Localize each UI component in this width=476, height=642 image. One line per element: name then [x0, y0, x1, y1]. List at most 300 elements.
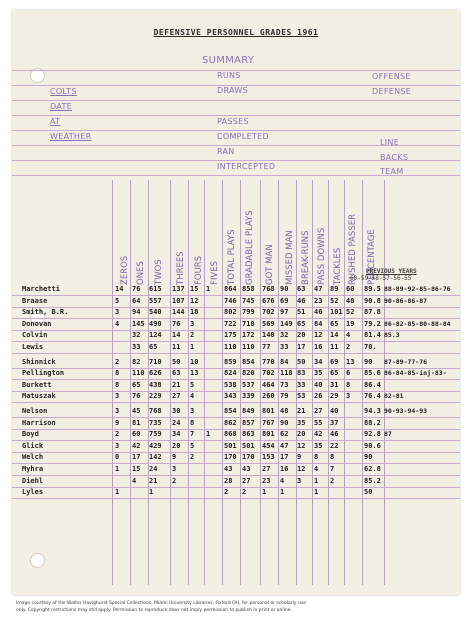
grade-cell: 343	[224, 392, 237, 401]
grade-cell: 5	[190, 441, 195, 450]
grade-cell: 23	[314, 296, 323, 305]
team-label: TEAM	[380, 167, 404, 176]
grade-cell: 3	[346, 392, 351, 401]
grade-cell: 33	[297, 380, 306, 389]
column-divider	[384, 180, 385, 585]
ran-label: RAN	[217, 147, 235, 156]
grade-cell: 32	[280, 331, 289, 340]
grade-cell: 4	[314, 465, 319, 473]
grade-cell: 799	[242, 308, 255, 317]
previous-years-cell: 88-89-92-85-86-76	[384, 285, 451, 293]
grade-cell: 15	[190, 285, 199, 293]
previous-years-cell: 85.3	[384, 331, 400, 340]
previous-years-cell: 87-89-77-76	[384, 357, 428, 366]
runs-label: RUNS	[217, 71, 241, 80]
grade-cell: 538	[224, 380, 237, 389]
grade-cell: 9	[172, 453, 177, 462]
percentage-cell: 50	[364, 488, 373, 497]
grade-cell: 702	[262, 308, 275, 317]
grade-cell: 2	[224, 488, 229, 497]
player-name: Nelson	[22, 407, 48, 415]
grade-cell: 107	[172, 296, 185, 305]
grade-cell: 73	[280, 380, 289, 389]
player-name: Lewis	[22, 343, 44, 351]
grade-cell: 17	[280, 453, 289, 462]
grade-cell: 801	[262, 407, 275, 415]
column-header-got-man: GOT MAN	[265, 244, 275, 285]
grade-cell: 770	[262, 357, 275, 366]
column-divider	[112, 180, 113, 585]
column-divider	[260, 180, 261, 585]
grade-cell: 12	[297, 441, 306, 450]
grade-cell: 50	[297, 357, 306, 366]
grade-cell: 89	[330, 285, 339, 293]
grade-cell: 33	[280, 343, 289, 351]
column-header-ones: ONES	[136, 261, 146, 285]
grade-cell: 12	[297, 465, 306, 473]
grade-cell: 30	[172, 407, 181, 415]
grade-cell: 33	[132, 343, 141, 351]
grade-cell: 11	[330, 343, 339, 351]
grade-cell: 65	[330, 319, 339, 328]
grade-cell: 557	[149, 296, 162, 305]
grade-cell: 718	[242, 319, 255, 328]
row-rule	[12, 353, 460, 354]
grade-cell: 63	[172, 369, 181, 378]
grade-cell: 79	[280, 392, 289, 401]
grade-cell: 51	[297, 308, 306, 317]
grade-cell: 1	[149, 488, 154, 497]
grade-cell: 8	[330, 453, 335, 462]
grade-cell: 110	[132, 369, 145, 378]
percentage-cell: 90.6	[364, 441, 381, 450]
previous-years-cell: 82-81	[384, 392, 404, 401]
grade-cell: 676	[262, 296, 275, 305]
grade-cell: 21	[172, 380, 181, 389]
player-name: Diehl	[22, 476, 44, 485]
grade-sheet	[12, 10, 460, 595]
grade-cell: 3	[172, 465, 177, 473]
grade-cell: 5	[115, 296, 120, 305]
grade-cell: 0	[115, 453, 120, 462]
grade-cell: 1	[262, 488, 267, 497]
grade-cell: 90	[280, 285, 289, 293]
percentage-cell: 76.4	[364, 392, 381, 401]
grade-cell: 170	[242, 453, 255, 462]
grade-cell: 29	[330, 392, 339, 401]
grade-cell: 76	[172, 319, 181, 328]
row-rule	[12, 475, 460, 476]
percentage-cell: 85.2	[364, 476, 381, 485]
grade-cell: 34	[314, 357, 323, 366]
grade-cell: 537	[242, 380, 255, 389]
column-divider	[170, 180, 171, 585]
previous-years-label: PREVIOUS YEARS	[366, 268, 417, 275]
grade-cell: 14	[115, 285, 124, 293]
grade-cell: 40	[330, 407, 339, 415]
grade-cell: 149	[280, 319, 293, 328]
player-name: Lyles	[22, 488, 44, 497]
grade-cell: 768	[149, 407, 162, 415]
at-label: AT	[50, 117, 61, 126]
grade-cell: 24	[149, 465, 158, 473]
date-label: DATE	[50, 102, 73, 111]
grade-cell: 4	[132, 476, 137, 485]
grade-cell: 14	[172, 331, 181, 340]
grade-cell: 16	[314, 343, 323, 351]
player-name: Boyd	[22, 430, 39, 439]
grade-cell: 27	[314, 407, 323, 415]
column-divider	[130, 180, 131, 585]
column-header-twos: TWOS	[154, 259, 164, 285]
grade-cell: 3	[190, 319, 195, 328]
grade-cell: 18	[190, 308, 199, 317]
grade-cell: 142	[149, 453, 162, 462]
grade-cell: 454	[262, 441, 275, 450]
grade-cell: 45	[132, 407, 141, 415]
grade-cell: 1	[115, 488, 120, 497]
percentage-cell: 94.3	[364, 407, 381, 415]
column-header-pass-downs: PASS DOWNS	[317, 227, 327, 285]
column-divider	[362, 180, 363, 585]
grade-cell: 6	[346, 369, 351, 378]
row-rule	[12, 498, 460, 499]
backs-label: BACKS	[380, 153, 409, 162]
completed-label: COMPLETED	[217, 132, 269, 141]
column-divider	[344, 180, 345, 585]
grade-cell: 48	[280, 407, 289, 415]
grade-cell: 46	[314, 308, 323, 317]
grade-cell: 3	[115, 308, 120, 317]
grade-cell: 21	[149, 476, 158, 485]
grade-cell: 8	[190, 418, 195, 427]
grade-cell: 83	[297, 369, 306, 378]
grade-cell: 849	[242, 407, 255, 415]
grade-cell: 62	[280, 430, 289, 439]
grade-cell: 42	[132, 441, 141, 450]
grade-cell: 14	[330, 331, 339, 340]
grade-cell: 501	[242, 441, 255, 450]
grade-cell: 48	[346, 296, 355, 305]
column-divider	[328, 180, 329, 585]
grade-cell: 34	[172, 430, 181, 439]
column-header-threes: THREES	[176, 251, 186, 285]
grade-cell: 20	[172, 441, 181, 450]
grade-cell: 615	[149, 285, 162, 293]
player-name: Smith, B.R.	[22, 308, 69, 317]
player-name: Marchetti	[22, 285, 60, 293]
grade-cell: 43	[224, 465, 233, 473]
grade-cell: 1	[280, 488, 285, 497]
player-name: Welch	[22, 453, 44, 462]
grade-cell: 90	[280, 418, 289, 427]
grade-cell: 60	[346, 285, 355, 293]
grade-cell: 820	[242, 369, 255, 378]
percentage-cell: 87.8	[364, 308, 381, 317]
grade-cell: 137	[172, 285, 185, 293]
grade-cell: 10	[190, 357, 199, 366]
grade-cell: 110	[224, 343, 237, 351]
percentage-cell: 62.8	[364, 465, 381, 473]
grade-cell: 65	[132, 380, 141, 389]
grade-cell: 702	[262, 369, 275, 378]
player-name: Burkett	[22, 380, 52, 389]
grade-cell: 31	[330, 380, 339, 389]
player-name: Myhra	[22, 465, 44, 473]
grade-cell: 1	[206, 285, 211, 293]
row-rule	[12, 402, 460, 403]
column-header-tackles: TACKLES	[333, 247, 343, 285]
grade-cell: 854	[224, 407, 237, 415]
sheet-title: DEFENSIVE PERSONNEL GRADES 1961	[153, 28, 319, 37]
grade-cell: 81	[132, 418, 141, 427]
grade-cell: 1	[206, 430, 211, 439]
grade-cell: 863	[242, 430, 255, 439]
grade-cell: 35	[314, 441, 323, 450]
column-header-percentage: PERCENTAGE	[367, 229, 377, 285]
grade-cell: 722	[224, 319, 237, 328]
offense-label: OFFENSE	[372, 72, 411, 81]
previous-years-cell: 86-84-85-inj-83-	[384, 369, 447, 378]
grade-cell: 22	[330, 441, 339, 450]
grade-cell: 140	[262, 331, 275, 340]
grade-cell: 13	[346, 357, 355, 366]
grade-cell: 229	[149, 392, 162, 401]
grade-cell: 3	[115, 407, 120, 415]
column-header-missed-man: MISSED MAN	[285, 230, 295, 285]
grade-cell: 20	[297, 331, 306, 340]
grade-cell: 32	[132, 331, 141, 340]
grade-cell: 3	[190, 407, 195, 415]
percentage-cell: 90	[364, 357, 373, 366]
defense-label: DEFENSE	[372, 87, 412, 96]
grade-cell: 76	[132, 392, 141, 401]
grade-cell: 170	[224, 453, 237, 462]
grade-cell: 94	[132, 308, 141, 317]
grade-cell: 16	[280, 465, 289, 473]
player-name: Harrison	[22, 418, 56, 427]
row-rule	[12, 463, 460, 464]
grade-cell: 8	[314, 453, 319, 462]
grade-cell: 5	[190, 380, 195, 389]
grade-cell: 339	[242, 392, 255, 401]
grade-cell: 64	[132, 296, 141, 305]
percentage-cell: 79.2	[364, 319, 381, 328]
grade-cell: 2	[115, 430, 120, 439]
grade-cell: 17	[297, 343, 306, 351]
grade-cell: 46	[330, 430, 339, 439]
grade-cell: 52	[330, 296, 339, 305]
grade-cell: 23	[262, 476, 271, 485]
previous-years-cell: 90-93-94-93	[384, 407, 428, 415]
grade-cell: 40	[314, 380, 323, 389]
grade-cell: 21	[297, 407, 306, 415]
grade-cell: 857	[242, 418, 255, 427]
percentage-cell: 85.6	[364, 369, 381, 378]
grade-cell: 4	[346, 331, 351, 340]
column-divider	[240, 180, 241, 585]
percentage-cell: 88.2	[364, 418, 381, 427]
image-credit: Image courtesy of the Walter Havighurst Special Collections, Miami University Libraries, Oxford OH, for personal or scholarly use only. Copyright restrictions may still apply. Permission to reproduce does not imply permission to publish in print or online.	[16, 601, 306, 613]
grade-cell: 118	[280, 369, 293, 378]
previous-years-cell: 90-86-86-87	[384, 296, 428, 305]
grade-cell: 35	[297, 418, 306, 427]
percentage-cell: 86.4	[364, 380, 381, 389]
grade-cell: 28	[224, 476, 233, 485]
grade-cell: 4	[190, 392, 195, 401]
summary-heading: SUMMARY	[202, 55, 255, 66]
grade-cell: 490	[149, 319, 162, 328]
column-header-total-plays: TOTAL PLAYS	[227, 229, 237, 285]
grade-cell: 1	[314, 488, 319, 497]
grade-cell: 46	[297, 296, 306, 305]
grade-cell: 854	[242, 357, 255, 366]
grade-cell: 47	[280, 441, 289, 450]
percentage-cell: 70.	[364, 343, 377, 351]
column-divider	[278, 180, 279, 585]
grade-cell: 9	[297, 453, 302, 462]
grade-cell: 710	[149, 357, 162, 366]
grade-cell: 746	[224, 296, 237, 305]
grade-cell: 27	[242, 476, 251, 485]
column-header-zeros: ZEROS	[120, 255, 130, 285]
column-header-fours: FOURS	[194, 255, 204, 285]
grade-cell: 20	[297, 430, 306, 439]
grade-cell: 260	[262, 392, 275, 401]
grade-cell: 767	[262, 418, 275, 427]
grade-cell: 53	[297, 392, 306, 401]
grade-cell: 501	[224, 441, 237, 450]
player-name: Braase	[22, 296, 48, 305]
column-header-rushed-passer: RUSHED PASSER	[348, 214, 358, 285]
grade-cell: 569	[262, 319, 275, 328]
weather-label: WEATHER	[50, 132, 92, 141]
grade-cell: 172	[242, 331, 255, 340]
grade-cell: 175	[224, 331, 237, 340]
grade-cell: 768	[262, 285, 275, 293]
previous-years-cell: 86-82-85-80-88-84	[384, 319, 451, 328]
line-label: LINE	[380, 138, 400, 147]
player-name: Matuszak	[22, 392, 56, 401]
grade-cell: 2	[242, 488, 247, 497]
grade-cell: 43	[242, 465, 251, 473]
grade-cell: 745	[242, 296, 255, 305]
grade-cell: 862	[224, 418, 237, 427]
binder-hole	[30, 553, 45, 568]
grade-cell: 8	[346, 380, 351, 389]
grade-cell: 144	[172, 308, 185, 317]
percentage-cell: 90.8	[364, 296, 381, 305]
grade-cell: 859	[224, 357, 237, 366]
grade-cell: 3	[115, 441, 120, 450]
grade-cell: 464	[262, 380, 275, 389]
grade-cell: 19	[346, 319, 355, 328]
grade-cell: 52	[346, 308, 355, 317]
grade-cell: 65	[330, 369, 339, 378]
grade-cell: 50	[172, 357, 181, 366]
grade-cell: 63	[297, 285, 306, 293]
grade-cell: 9	[115, 418, 120, 427]
grade-cell: 27	[172, 392, 181, 401]
grade-cell: 7	[330, 465, 335, 473]
player-name: Donovan	[22, 319, 52, 328]
grade-cell: 824	[224, 369, 237, 378]
grade-cell: 2	[346, 343, 351, 351]
grade-cell: 17	[132, 453, 141, 462]
grade-cell: 69	[330, 357, 339, 366]
grade-cell: 84	[280, 357, 289, 366]
percentage-cell: 89.5	[364, 285, 381, 293]
grade-cell: 77	[262, 343, 271, 351]
row-rule	[12, 487, 460, 488]
passes-label: PASSES	[217, 117, 249, 126]
grade-cell: 7	[190, 430, 195, 439]
grade-cell: 868	[224, 430, 237, 439]
grade-cell: 2	[190, 331, 195, 340]
column-divider	[222, 180, 223, 585]
grade-cell: 626	[149, 369, 162, 378]
previous-years-cell: 87	[384, 430, 392, 439]
grade-cell: 124	[149, 331, 162, 340]
grade-cell: 864	[224, 285, 237, 293]
grade-cell: 27	[262, 465, 271, 473]
grade-cell: 110	[242, 343, 255, 351]
percentage-cell: 81.4	[364, 331, 381, 340]
grade-cell: 42	[314, 430, 323, 439]
grade-cell: 65	[149, 343, 158, 351]
grade-cell: 2	[330, 476, 335, 485]
grade-cell: 802	[224, 308, 237, 317]
column-divider	[188, 180, 189, 585]
grade-cell: 735	[149, 418, 162, 427]
grade-cell: 801	[262, 430, 275, 439]
grade-cell: 76	[132, 285, 141, 293]
grade-cell: 82	[132, 357, 141, 366]
column-header-break-runs: BREAK-RUNS	[301, 230, 311, 285]
grade-cell: 84	[314, 319, 323, 328]
grade-cell: 15	[132, 465, 141, 473]
grade-cell: 540	[149, 308, 162, 317]
column-divider	[204, 180, 205, 585]
grade-cell: 26	[314, 392, 323, 401]
colts-label: COLTS	[50, 87, 77, 96]
player-name: Glick	[22, 441, 44, 450]
grade-cell: 13	[190, 369, 199, 378]
grade-cell: 1	[314, 476, 319, 485]
grade-cell: 2	[172, 476, 177, 485]
grade-cell: 1	[115, 465, 120, 473]
player-name: Colvin	[22, 331, 48, 340]
grade-cell: 438	[149, 380, 162, 389]
grade-cell: 4	[115, 319, 120, 328]
grade-cell: 69	[280, 296, 289, 305]
grade-cell: 858	[242, 285, 255, 293]
grade-cell: 97	[280, 308, 289, 317]
grade-cell: 153	[262, 453, 275, 462]
grade-cell: 429	[149, 441, 162, 450]
column-divider	[312, 180, 313, 585]
column-header-gradable-plays: GRADABLE PLAYS	[245, 210, 255, 285]
grade-cell: 37	[330, 418, 339, 427]
grade-cell: 35	[314, 369, 323, 378]
grade-cell: 101	[330, 308, 343, 317]
grade-cell: 3	[297, 476, 302, 485]
grade-cell: 11	[172, 343, 181, 351]
grade-cell: 1	[190, 343, 195, 351]
grade-cell: 4	[280, 476, 285, 485]
grade-cell: 55	[314, 418, 323, 427]
grade-cell: 759	[149, 430, 162, 439]
